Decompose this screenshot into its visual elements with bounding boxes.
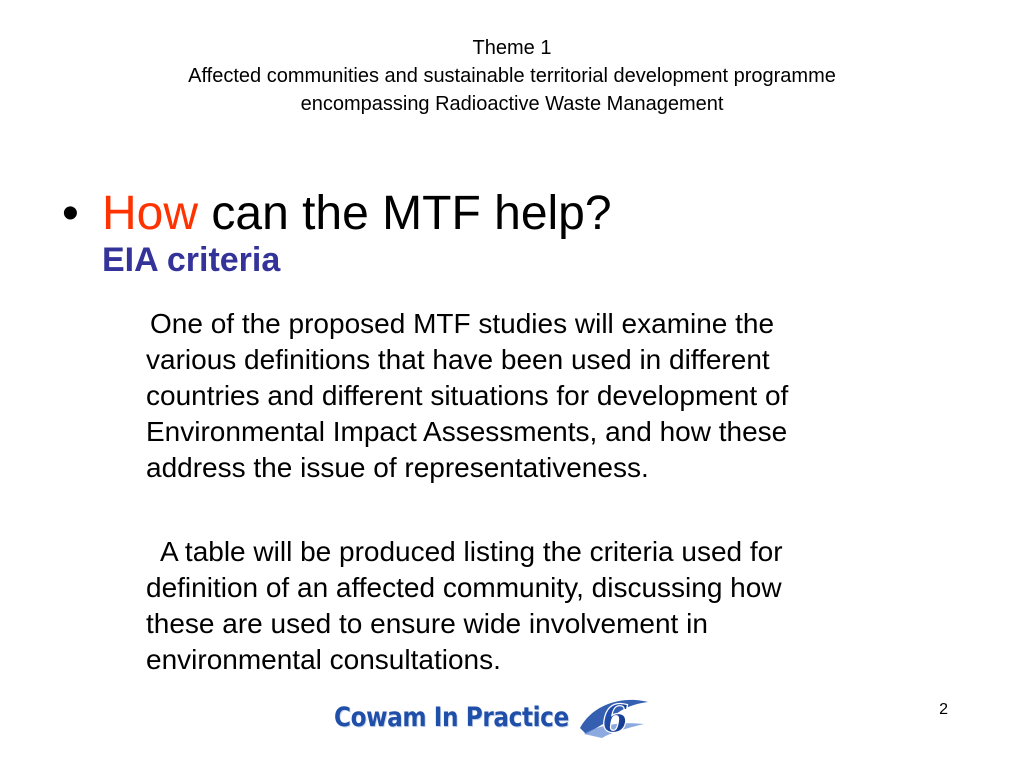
paragraph-line: definition of an affected community, discussing how <box>146 572 782 603</box>
cowam-logo <box>334 694 629 740</box>
how-word: How <box>102 187 199 240</box>
page-number: 2 <box>939 701 948 718</box>
paragraph-table <box>146 534 946 678</box>
svg-text:6: 6 <box>602 696 629 740</box>
paragraph-line: One of the proposed MTF studies will examine the <box>150 308 775 339</box>
paragraph-line: Environmental Impact Assessments, and how these <box>146 416 788 447</box>
bullet-marker: • <box>62 187 79 240</box>
title-theme: Theme 1 <box>472 37 552 59</box>
bullet-question <box>62 184 962 244</box>
paragraph-mtf-studies <box>146 306 946 486</box>
paragraph-line: countries and different situations for development of <box>146 380 789 411</box>
logo-text: Cowam In Practice <box>334 701 569 733</box>
title-programme: Affected communities and sustainable territorial development programme <box>188 65 836 87</box>
paragraph-line: environmental consultations. <box>146 644 501 675</box>
paragraph-line: address the issue of representativeness. <box>146 452 649 483</box>
title-waste-management: encompassing Radioactive Waste Management <box>300 93 724 115</box>
bullet-block <box>62 184 962 282</box>
paragraph-line: these are used to ensure wide involvement in <box>146 608 708 639</box>
slide-title <box>60 34 964 118</box>
fp6-logo-icon <box>574 694 652 740</box>
question-rest: can the MTF help? <box>198 187 612 240</box>
paragraph-line: A table will be produced listing the criteria used for <box>160 536 783 567</box>
eia-subheading: EIA criteria <box>102 241 281 279</box>
paragraph-line: various definitions that have been used in different <box>146 344 770 375</box>
